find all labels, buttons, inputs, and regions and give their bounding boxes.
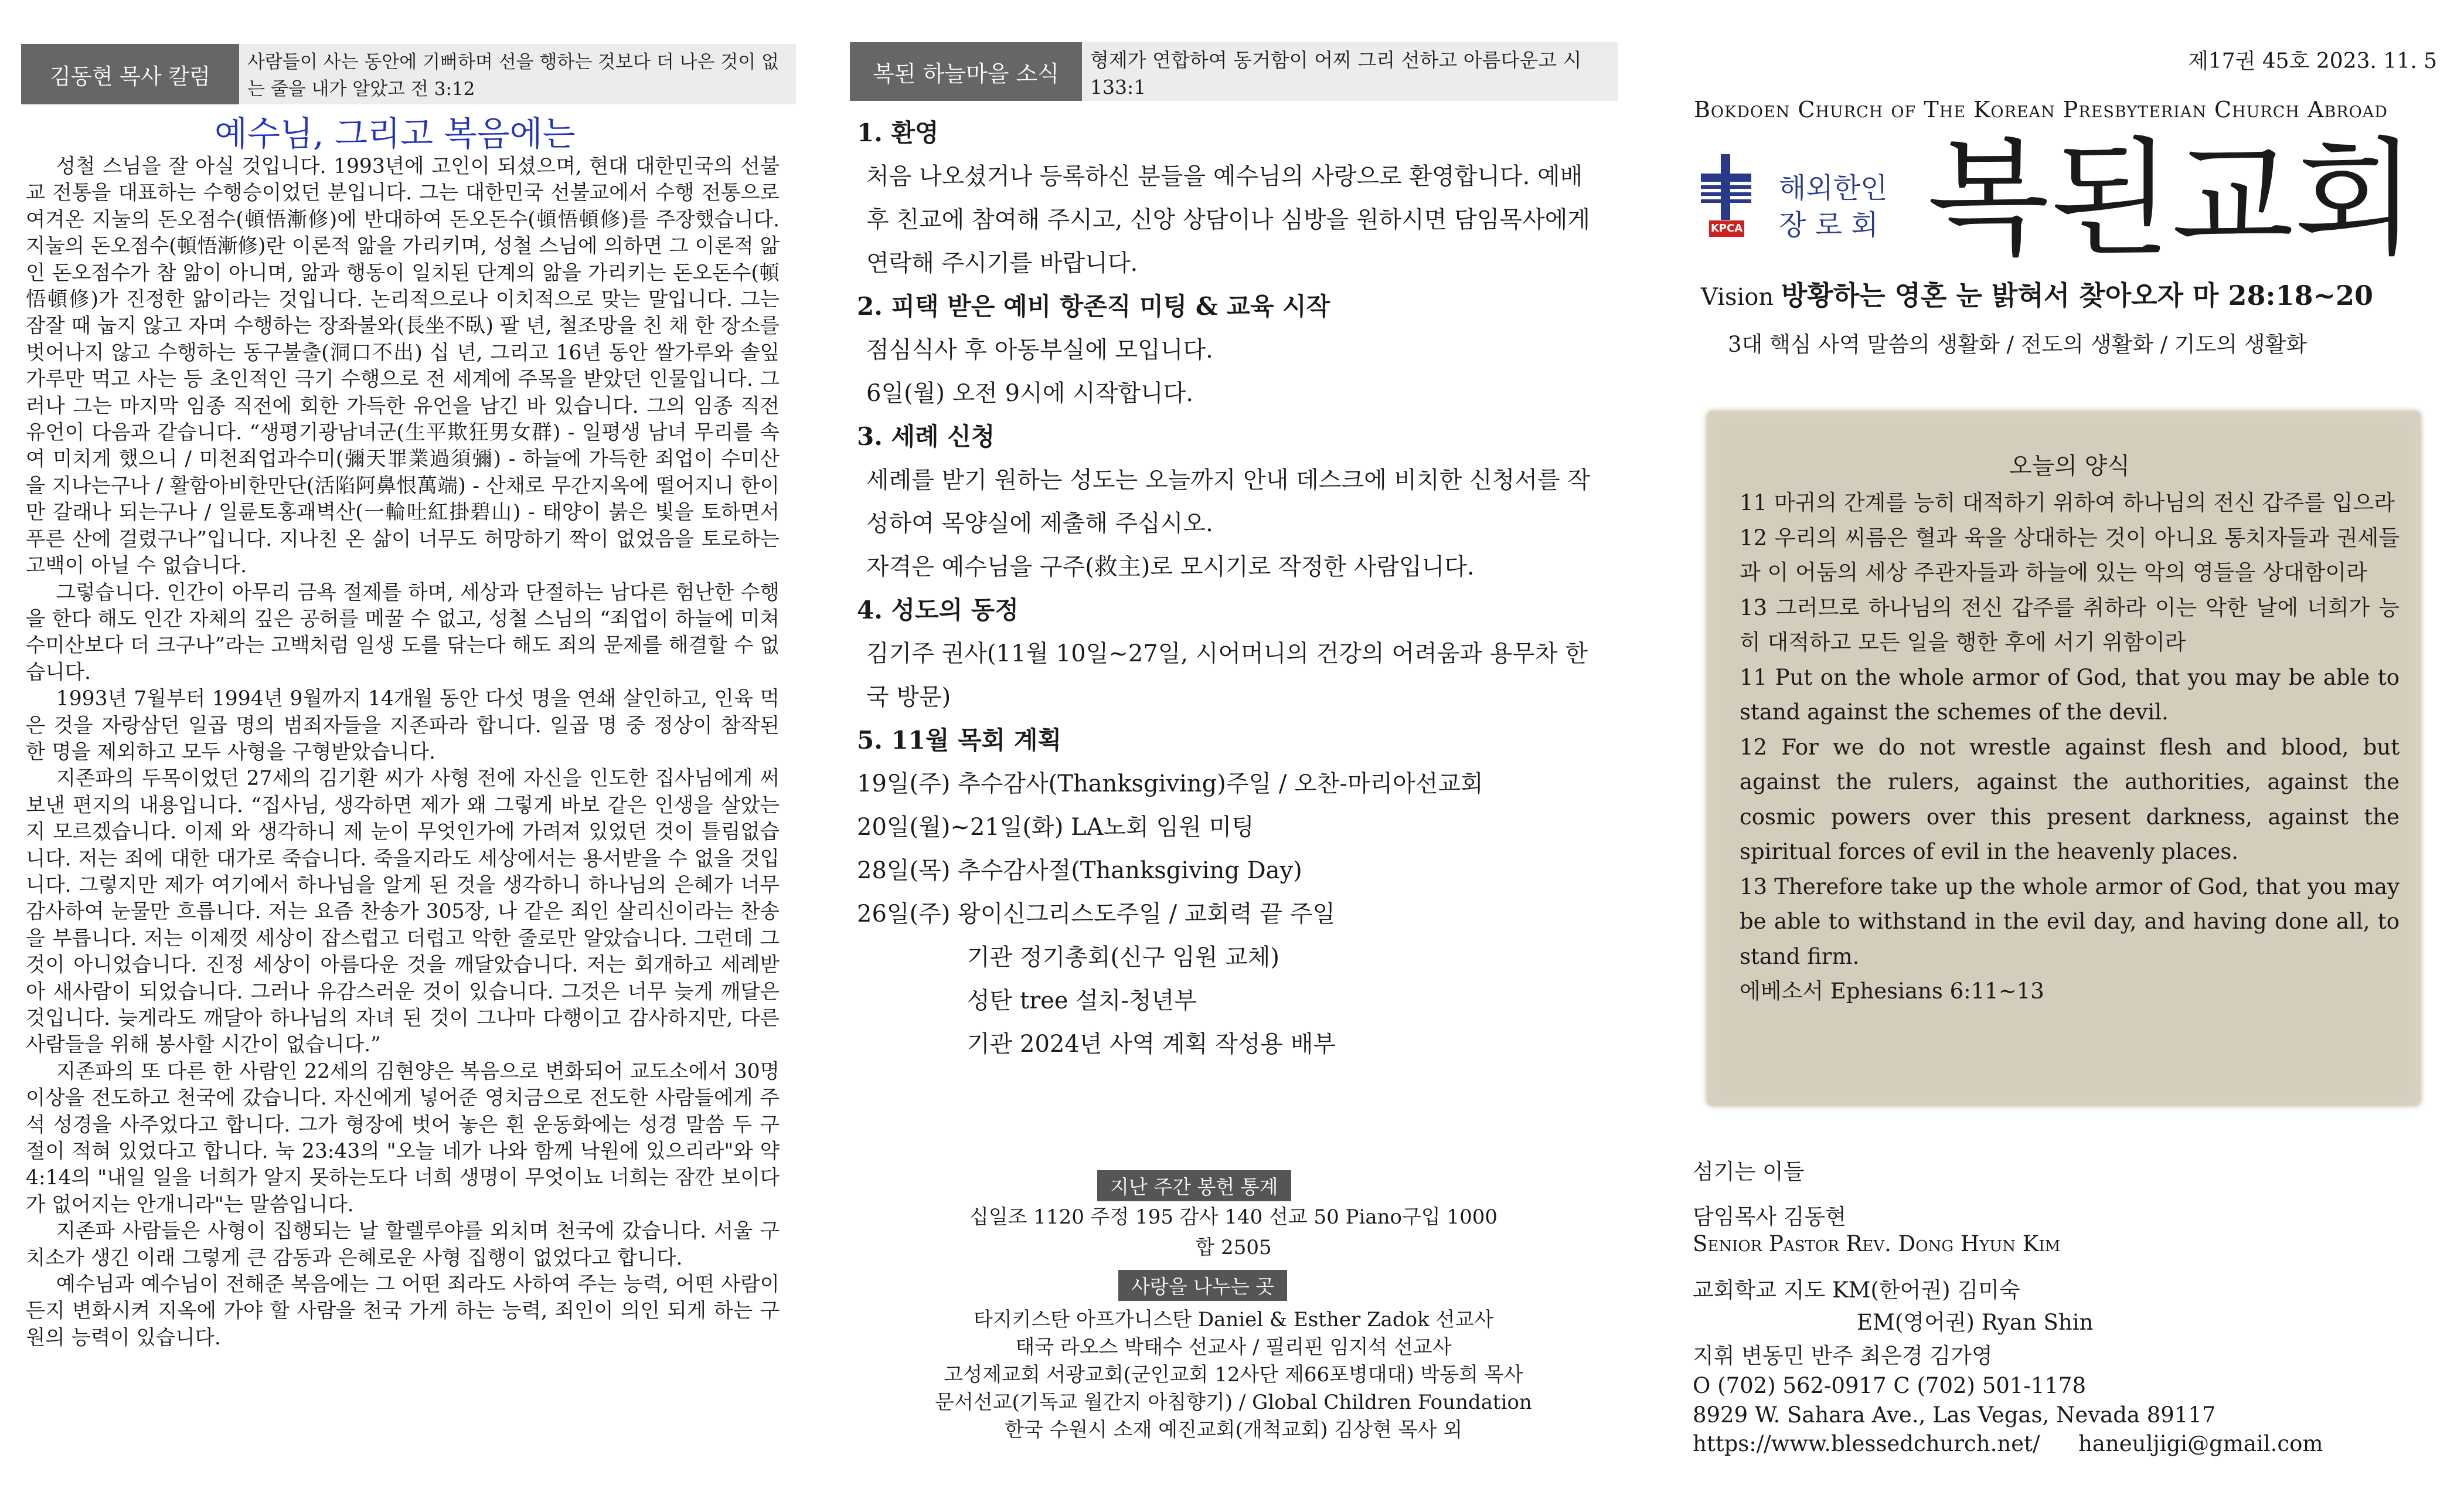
daily-bread-title: 오늘의 양식: [2009, 453, 2130, 480]
news-header-label-text: 복된 하늘마을 소식: [873, 60, 1059, 87]
offering-title: 지난 주간 봉헌 통계: [1097, 1170, 1291, 1201]
schedule-item: 20일(월)~21일(화) LA노회 임원 미팅: [857, 814, 1254, 841]
news-heading: 1. 환영: [857, 118, 939, 147]
daily-bread-line: 12 우리의 씨름은 혈과 육을 상대하는 것이 아니요 통치자들과 권세들과 이 어둠의 세상 주관자들과 하늘에 있는 악의 영들을 상대함이라: [1740, 525, 2400, 585]
choir-line: 지휘 변동민 반주 최은경 김가영: [1693, 1343, 1993, 1368]
column-header-verse: 사람들이 사는 동안에 기뻐하며 선을 행하는 것보다 더 나은 것이 없는 줄을 내가 알았고 전 3:12: [239, 44, 796, 104]
news-text: 6일(월) 오전 9시에 시작합니다.: [866, 380, 1194, 407]
news-header-verse: 형제가 연합하여 동거함이 어찌 그리 선하고 아름다운고 시 133:1: [1082, 42, 1618, 101]
kpca-badge: KPCA: [1710, 222, 1743, 235]
church-english-name: Bokdoen Church of The Korean Presbyterian Church Abroad: [1694, 97, 2388, 123]
news-text: 점심식사 후 아동부실에 모입니다.: [866, 337, 1213, 363]
column-paragraph: 지존파의 또 다른 한 사람인 22세의 김현양은 복음으로 변화되어 교도소에서 30명 이상을 전도하고 천국에 갔습니다. 자신에게 넣어준 영치금으로 전도한 사람들에게 주석 성경을 사주었다고 합니다. 그가 형장에 벗어 놓은 흰 운동화에는 성경 말씀 두 구절이 적혀 있었다고 합니다. 눅 23:43의 "오늘 네가 나와 함께 낙원에 있으리라"와 약 4:14의 "내일 일을 너희가 알지 못하는도다 너희 생명이 무엇이뇨 너희는 잠깐 보이다가 없어지는 안개니라"는 말씀입니다.: [26, 1059, 780, 1217]
news-heading: 3. 세례 신청: [857, 422, 995, 451]
news-heading: 2. 피택 받은 예비 항존직 미팅 & 교육 시작: [857, 292, 1330, 321]
daily-bread-line: 13 Therefore take up the whole armor of God, that you may be able to withstand in the evil day, and having done all, to stand firm.: [1740, 874, 2400, 969]
news-text: 김기주 권사(11월 10일~27일, 시어머니의 건강의 어려움과 용무차 한국 방문): [866, 640, 1588, 711]
volume-date: 제17권 45호 2023. 11. 5: [2188, 49, 2437, 73]
education-line-1: 교회학교 지도 KM(한어권) 김미숙: [1693, 1277, 2020, 1303]
column-paragraph: 지존파의 두목이었던 27세의 김기환 씨가 사형 전에 자신을 인도한 집사님에게 써 보낸 편지의 내용입니다. “집사님, 생각하면 제가 왜 그렇게 바보 같은 인생을 살았는지 모르겠습니다. 이제 와 생각하니 제 눈이 무엇인가에 가려져 있었던 것이 틀림없습니다. 저는 죄에 대한 대가로 죽습니다. 죽을지라도 세상에서는 용서받을 수 없을 것입니다. 그렇지만 제가 여기에서 하나님을 알게 된 것을 생각하니 하나님의 은혜가 너무 감사하여 눈물만 흐릅니다. 저는 요즘 찬송가 305장, 나 같은 죄인 살리신이라는 찬송을 부릅니다. 저는 이제껏 세상이 잡스럽고 더럽고 악한 줄로만 알았습니다. 그런데 그것이 아니었습니다. 진정 세상이 아름다운 것을 깨달았습니다. 저는 회개하고 세례받아 새사람이 되었습니다. 그러나 유감스러운 것이 있습니다. 그것은 너무 늦게 깨달은 것입니다. 늦게라도 깨달아 하나님의 자녀 된 것이 그나마 다행이고 감사하지만, 다른 사람들을 위해 봉사할 시간이 없습니다.”: [26, 767, 780, 1057]
education-line-2: EM(영어권) Ryan Shin: [1857, 1310, 2094, 1335]
mission-item: 문서선교(기독교 월간지 아침향기) / Global Children Foundation: [935, 1391, 1532, 1414]
vision-label: Vision: [1701, 284, 1774, 311]
vision-text: 방황하는 영혼 눈 밝혀서 찾아오자 마 28:18~20: [1781, 280, 2374, 311]
phone-line: O (702) 562-0917 C (702) 501-1178: [1693, 1373, 2087, 1398]
mission-title: 사랑을 나누는 곳: [1118, 1270, 1287, 1301]
daily-bread-line: 11 마귀의 간계를 능히 대적하기 위하여 하나님의 전신 갑주를 입으라: [1740, 490, 2395, 515]
daily-bread-line: 13 그러므로 하나님의 전신 갑주를 취하라 이는 악한 날에 너희가 능히 대적하고 모든 일을 행한 후에 서기 위함이라: [1740, 594, 2400, 655]
news-heading: 4. 성도의 동정: [857, 596, 1019, 624]
ministry-line: 3대 핵심 사역 말씀의 생활화 / 전도의 생활화 / 기도의 생활화: [1728, 332, 2308, 357]
staff-title: 섬기는 이들: [1693, 1159, 1805, 1184]
daily-bread-card: [1707, 411, 2421, 1106]
column-paragraph: 1993년 7월부터 1994년 9월까지 14개월 동안 다섯 명을 연쇄 살인하고, 인육 먹은 것을 자랑삼던 일곱 명의 범죄자들을 지존파라 합니다. 일곱 명 중 정상이 참작된 한 명을 제외하고 모두 사형을 구형받았습니다.: [26, 687, 780, 764]
column-paragraph: 그렇습니다. 인간이 아무리 금욕 절제를 하며, 세상과 단절하는 남다른 험난한 수행을 한다 해도 인간 자체의 깊은 공허를 메꿀 수 없고, 성철 스님의 “죄업이 하늘에 미쳐 수미산보다 더 크구나”라는 고백처럼 일생 도를 닦는다 해도 죄의 문제를 해결할 수 없습니다.: [26, 580, 780, 684]
daily-bread-line: 에베소서 Ephesians 6:11~13: [1740, 978, 2044, 1004]
schedule-subitem: 기관 2024년 사역 계획 작성용 배부: [967, 1031, 1336, 1058]
news-text: 처음 나오셨거나 등록하신 분들을 예수님의 사랑으로 환영합니다. 예배 후 친교에 참여해 주시고, 신앙 상담이나 심방을 원하시면 담임목사에게 연락해 주시기를 바랍니다.: [866, 163, 1590, 277]
address-line: 8929 W. Sahara Ave., Las Vegas, Nevada 89117: [1693, 1402, 2216, 1428]
schedule-heading: 5. 11월 목회 계획: [857, 726, 1062, 755]
logo-text-1: 해외한인: [1779, 172, 1888, 205]
mission-item: 고성제교회 서광교회(군인교회 12사단 제66포병대대) 박동희 목사: [944, 1363, 1523, 1387]
schedule-subitem: 기관 정기총회(신구 임원 교체): [967, 944, 1280, 971]
pastor-korean: 담임목사 김동현: [1693, 1204, 1846, 1229]
news-header-label: [850, 42, 1082, 101]
news-text: 자격은 예수님을 구주(救主)로 모시기로 작정한 사람입니다.: [866, 553, 1475, 580]
mission-item: 타지키스탄 아프가니스탄 Daniel & Esther Zadok 선교사: [973, 1308, 1494, 1331]
column-paragraph: 지존파 사람들은 사형이 집행되는 날 할렐루야를 외치며 천국에 갔습니다. 서울 구치소가 생긴 이래 그렇게 큰 감동과 은혜로운 사형 집행이 없었다고 합니다.: [26, 1219, 780, 1270]
schedule-subitem: 성탄 tree 설치-청년부: [967, 987, 1197, 1014]
daily-bread-line: 11 Put on the whole armor of God, that you may be able to stand against the schemes of the devil.: [1740, 664, 2400, 725]
mission-item: 한국 수원시 소재 예진교회(개척교회) 김상현 목사 외: [1004, 1418, 1463, 1442]
column-header-label-text: 김동현 목사 칼럼: [50, 63, 210, 89]
church-korean-name: 복된교회: [1927, 125, 2417, 273]
column-paragraph: 예수님과 예수님이 전해준 복음에는 그 어떤 죄라도 사하여 주는 능력, 어떤 사람이든지 변화시켜 지옥에 가야 할 사람을 천국 가게 하는 능력, 죄인이 의인 되게 하는 구원의 능력이 있습니다.: [26, 1273, 780, 1350]
vision: [1701, 274, 2373, 313]
logo-text-2: 장 로 회: [1779, 209, 1878, 242]
schedule-item: 28일(목) 추수감사절(Thanksgiving Day): [857, 857, 1302, 884]
daily-bread-line: 12 For we do not wrestle against flesh and blood, but against the rulers, against the authorities, against the cosmic powers over this present darkness, against the spiritual forces of evil in the heavenly places.: [1740, 734, 2400, 864]
email-link[interactable]: haneuljigi@gmail.com: [2078, 1431, 2323, 1456]
schedule-item: 19일(주) 추수감사(Thanksgiving)주일 / 오찬-마리아선교회: [857, 770, 1483, 797]
pastor-english: Senior Pastor Rev. Dong Hyun Kim: [1693, 1231, 2061, 1256]
daily-bread-lines: [1740, 485, 2400, 1009]
column-header-label: [21, 44, 239, 104]
mission-item: 태국 라오스 박태수 선교사 / 필리핀 임지석 선교사: [1015, 1336, 1452, 1359]
news-text: 세례를 받기 원하는 성도는 오늘까지 안내 데스크에 비치한 신청서를 작성하여 목양실에 제출해 주십시오.: [866, 467, 1590, 537]
offering-total: 합 2505: [1195, 1236, 1272, 1259]
column-body: [26, 154, 780, 1351]
news-list: [857, 111, 1610, 1066]
column-paragraph: 성철 스님을 잘 아실 것입니다. 1993년에 고인이 되셨으며, 현대 대한민국의 선불교 전통을 대표하는 수행승이었던 분입니다. 그는 대한민국 선불교에서 수행 전통으로 여겨온 지눌의 돈오점수(頓悟漸修)에 반대하여 돈오돈수(頓悟頓修)를 주장했습니다. 지눌의 돈오점수(頓悟漸修)란 이론적 앎을 가리키며, 성철 스님에 의하면 그 이론적 앎인 돈오점수가 참 앎이 아니며, 앎과 행동이 일치된 단계의 앎을 가리키는 돈오돈수(頓悟頓修)가 진정한 앎이라는 것입니다. 논리적으로나 이치적으로 맞는 말입니다. 그는 잠잘 때 눕지 않고 자며 수행하는 장좌불와(長坐不臥) 팔 년, 철조망을 친 채 한 장소를 벗어나지 않고 수행하는 동구불출(洞口不出) 십 년, 그리고 16년 동안 쌀가루와 솔잎 가루만 먹고 사는 등 초인적인 극기 수행으로 전 세계에 주목을 받았던 인물입니다. 그러나 그는 마지막 임종 직전에 회한 가득한 유언을 남긴 바 있습니다. 그의 임종 직전 유언이 다음과 같습니다. “생평기광남녀군(生平欺狂男女群) - 일평생 남녀 무리를 속여 미치게 했으니 / 미천죄업과수미(彌天罪業過須彌) - 하늘에 가득한 죄업이 수미산을 지나는구나 / 활함아비한만단(活陷阿鼻恨萬端) - 산채로 무간지옥에 떨어지니 한이 만 갈래나 되는구나 / 일륜토홍괘벽산(一輪吐紅掛碧山) - 태양이 붉은 빛을 토하면서 푸른 산에 걸렸구나”입니다. 지나친 온 삶이 너무도 허망하기 짝이 없었음을 토로하는 고백이 아닐 수 없습니다.: [26, 155, 780, 578]
offering-line: 십일조 1120 주정 195 감사 140 선교 50 Piano구입 1000: [969, 1205, 1498, 1229]
schedule-item: 26일(주) 왕이신그리스도주일 / 교회력 끝 주일: [857, 901, 1336, 927]
website-link[interactable]: https://www.blessedchurch.net/: [1693, 1431, 2040, 1456]
kpca-logo: [1695, 151, 1759, 245]
column-title: 예수님, 그리고 복음에는: [215, 114, 576, 154]
